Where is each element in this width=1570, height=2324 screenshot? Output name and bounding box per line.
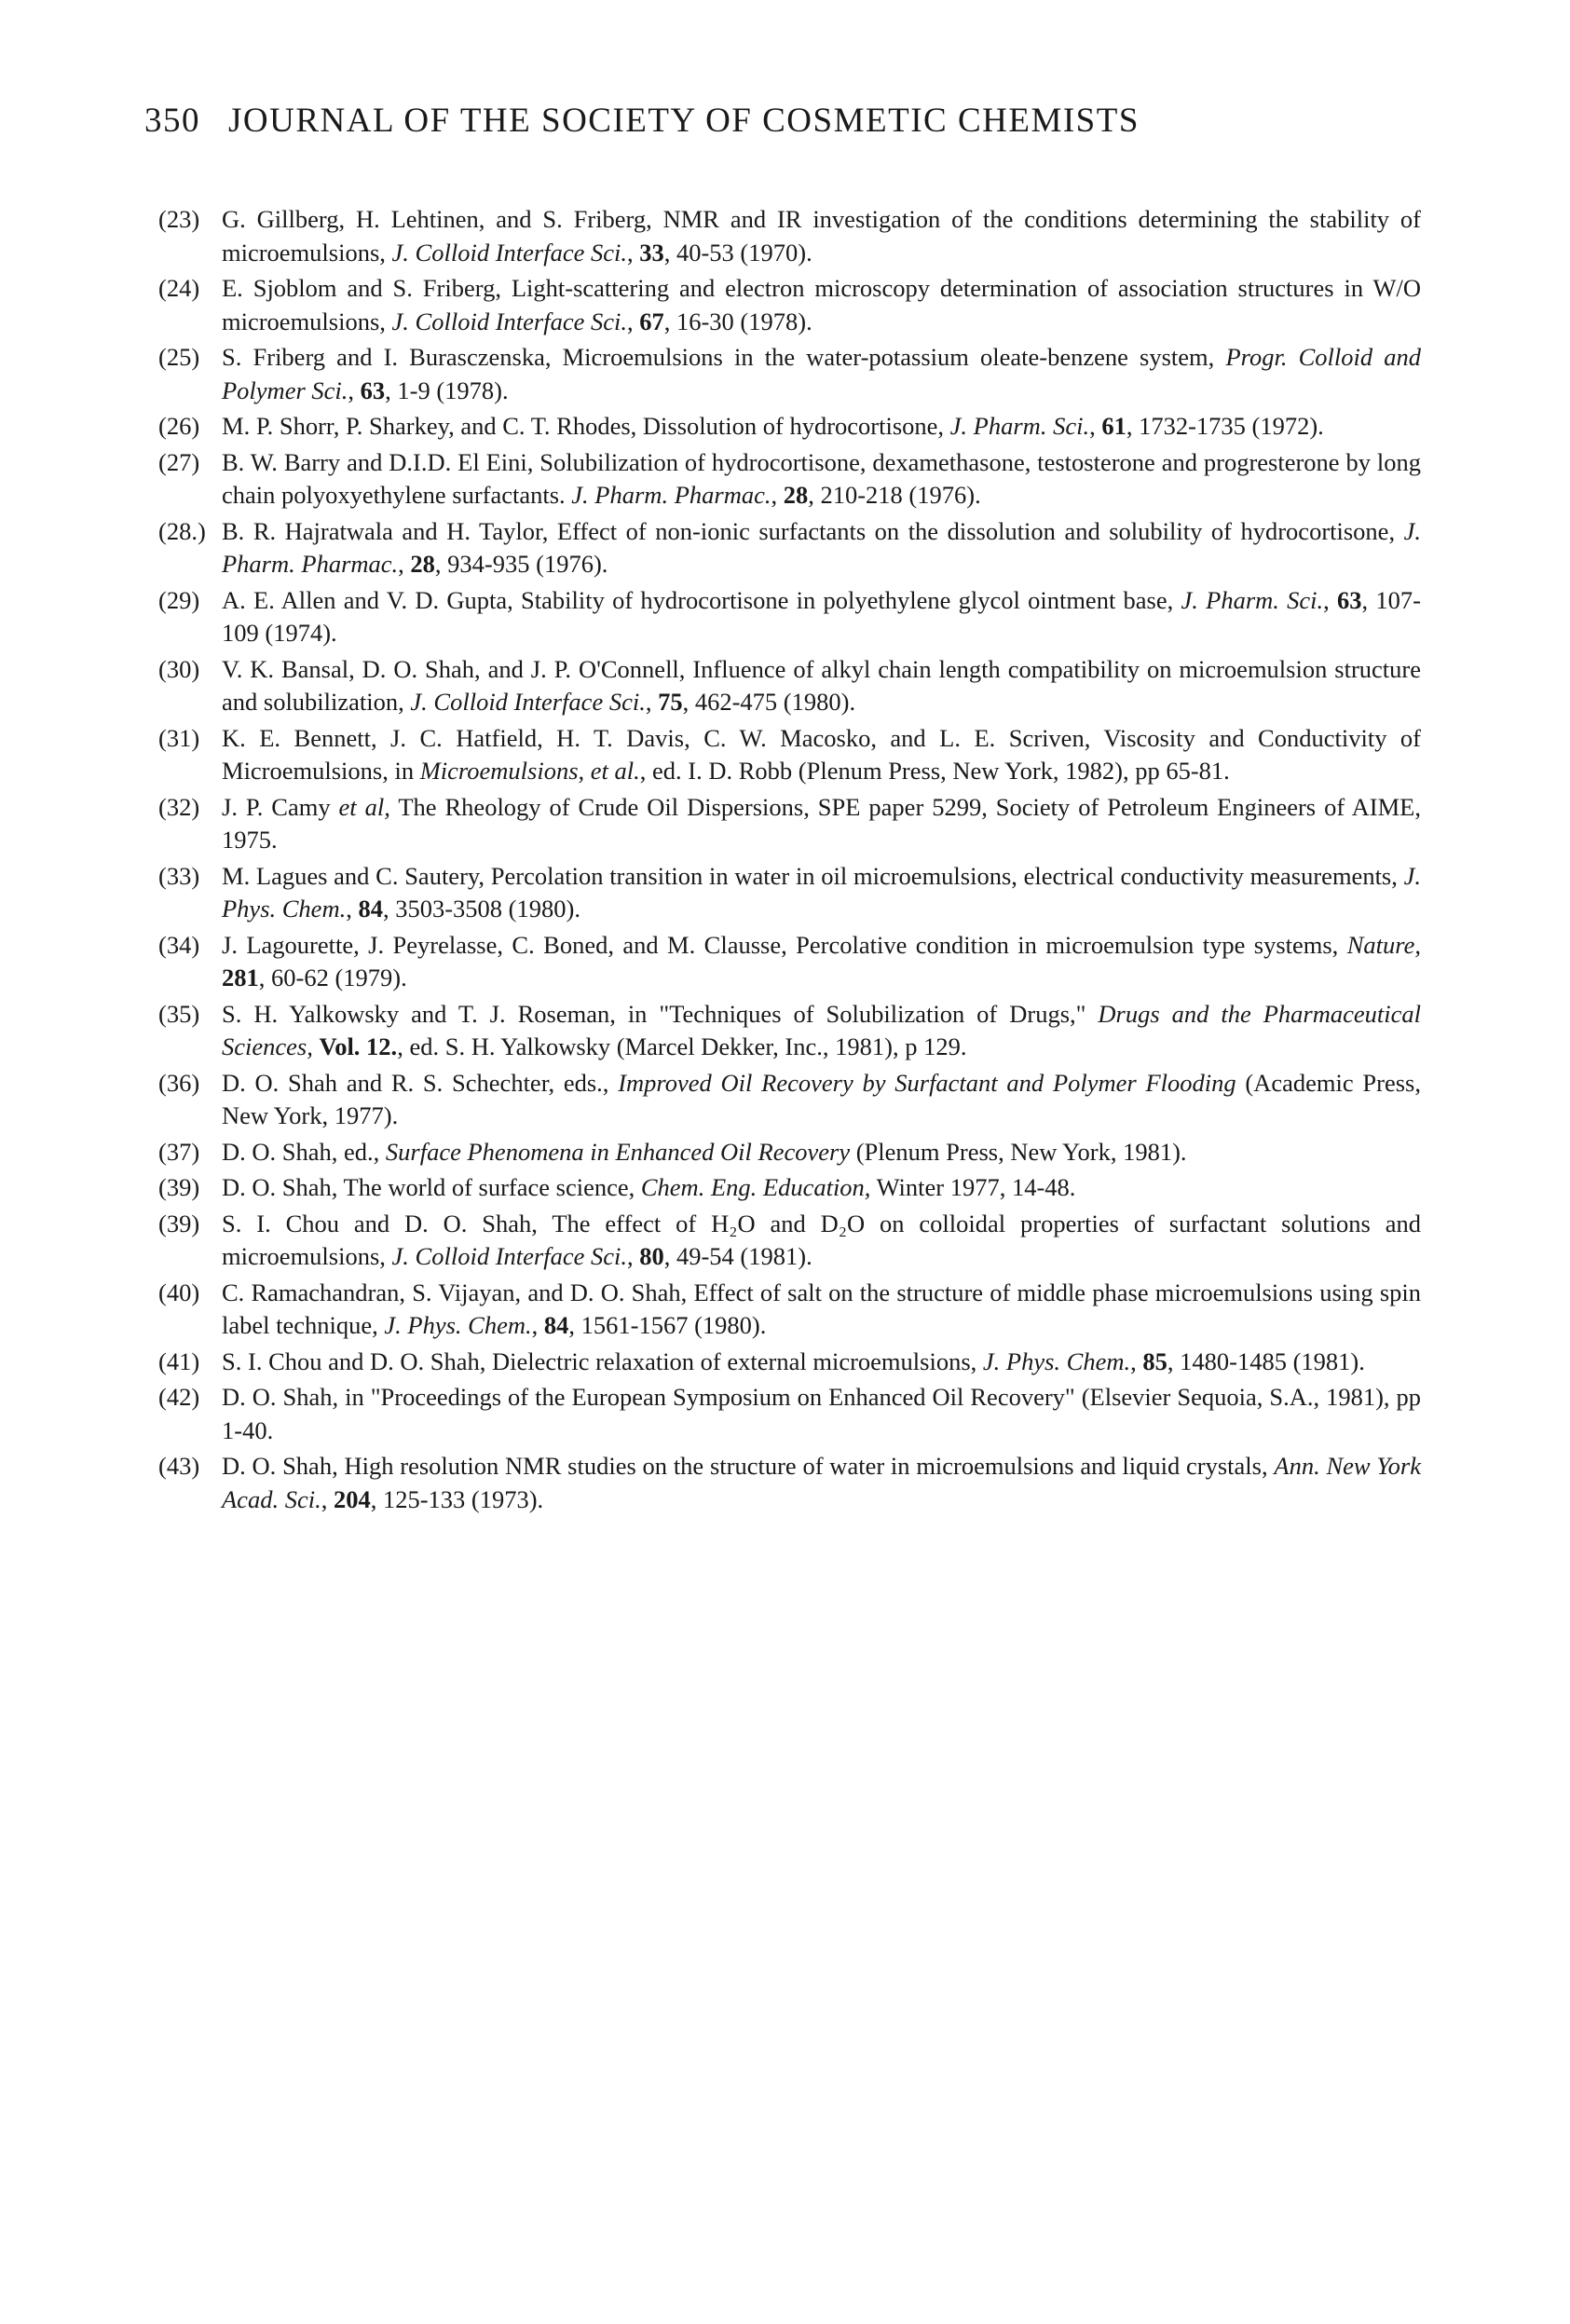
reference-text: , 1561-1567 (1980). xyxy=(568,1311,767,1339)
reference-text: C. Ramachandran, S. Vijayan, and D. O. Shah, Effect of salt on the structure of middle phase microemulsions using spin label technique, xyxy=(222,1278,1421,1339)
reference-text: , xyxy=(531,1311,544,1339)
reference-number: (32) xyxy=(158,792,200,821)
reference-item xyxy=(158,1450,1421,1516)
reference-volume: 84 xyxy=(358,895,383,923)
reference-number: (43) xyxy=(158,1452,200,1480)
reference-text: , 1-9 (1978). xyxy=(385,376,509,404)
reference-source: et al, xyxy=(338,792,390,821)
reference-text: D. O. Shah, in "Proceedings of the European Symposium on Enhanced Oil Recovery" (Elsevier Sequoia, S.A., 1981), pp 1-40. xyxy=(222,1383,1421,1444)
reference-text: The Rheology of Crude Oil Dispersions, SPE paper 5299, Society of Petroleum Engineers of AIME, 1975. xyxy=(222,792,1421,854)
reference-number: (25) xyxy=(158,343,200,371)
reference-text: , 934-935 (1976). xyxy=(434,550,608,578)
reference-text: , xyxy=(398,550,411,578)
reference-text: D. O. Shah, The world of surface science, xyxy=(222,1173,641,1201)
reference-item xyxy=(158,410,1421,444)
reference-text: , 16-30 (1978). xyxy=(663,307,812,335)
reference-source: J. Pharm. Sci. xyxy=(949,412,1090,440)
reference-volume: 204 xyxy=(333,1484,371,1513)
reference-item xyxy=(158,1381,1421,1447)
reference-text: , 1732-1735 (1972). xyxy=(1126,412,1324,440)
reference-source: J. Phys. Chem. xyxy=(222,861,1421,923)
reference-text: (Academic Press, New York, 1977). xyxy=(222,1068,1421,1129)
reference-source: Surface Phenomena in Enhanced Oil Recovery xyxy=(385,1137,851,1166)
reference-text: B. R. Hajratwala and H. Taylor, Effect of non-ionic surfactants on the dissolution and solubility of hydrocortisone, xyxy=(222,516,1404,545)
running-head xyxy=(144,101,1393,141)
reference-volume: 75 xyxy=(658,688,683,716)
reference-text: , xyxy=(1323,585,1338,614)
reference-text: J. P. Camy xyxy=(222,792,339,821)
reference-source: Ann. New York Acad. Sci. xyxy=(222,1452,1421,1513)
reference-text: D. O. Shah and R. S. Schechter, eds., xyxy=(222,1068,619,1097)
reference-number: (35) xyxy=(158,999,200,1028)
page-number: 350 xyxy=(144,102,200,140)
reference-source: J. Pharm. Pharmac. xyxy=(571,481,771,509)
reference-item xyxy=(158,653,1421,719)
reference-number: (27) xyxy=(158,447,200,476)
reference-item xyxy=(158,1067,1421,1133)
reference-item xyxy=(158,929,1421,995)
reference-text: , xyxy=(346,895,359,923)
reference-item xyxy=(158,860,1421,926)
reference-number: (40) xyxy=(158,1278,200,1306)
reference-text: E. Sjoblom and S. Friberg, Light-scattering and electron microscopy determination of association structures in W/O microemulsions, xyxy=(222,274,1421,335)
reference-volume: 28 xyxy=(783,481,809,509)
reference-text: , xyxy=(1130,1347,1143,1375)
reference-text: , 49-54 (1981). xyxy=(663,1242,812,1270)
reference-item xyxy=(158,341,1421,407)
reference-text: S. Friberg and I. Burasczenska, Microemulsions in the water-potassium oleate-benzene system, xyxy=(222,343,1226,371)
reference-text: M. Lagues and C. Sautery, Percolation transition in water in oil microemulsions, electrical conductivity measurements, xyxy=(222,861,1404,890)
reference-item xyxy=(158,1136,1421,1169)
reference-text: , xyxy=(645,688,659,716)
reference-text: D. O. Shah, High resolution NMR studies on the structure of water in microemulsions and liquid crystals, xyxy=(222,1452,1275,1480)
reference-number: (33) xyxy=(158,861,200,890)
journal-title: JOURNAL OF THE SOCIETY OF COSMETIC CHEMISTS xyxy=(228,102,1140,140)
reference-source: J. Phys. Chem. xyxy=(384,1311,532,1339)
reference-volume: 33 xyxy=(639,238,664,267)
reference-volume: 80 xyxy=(639,1242,664,1270)
reference-number: (39) xyxy=(158,1173,200,1201)
reference-text: (Plenum Press, New York, 1981). xyxy=(850,1137,1187,1166)
reference-item xyxy=(158,446,1421,513)
reference-text: S. I. Chou and D. O. Shah, The effect of H₂O and D₂O on colloidal properties of surfactant solutions and microemulsions, xyxy=(222,1209,1421,1270)
reference-text: , xyxy=(1089,412,1102,440)
reference-text: A. E. Allen and V. D. Gupta, Stability of hydrocortisone in polyethylene glycol ointment base, xyxy=(222,585,1181,614)
reference-text: K. E. Bennett, J. C. Hatfield, H. T. Davis, C. W. Macosko, and L. E. Scriven, Viscosity and Conductivity of Microemulsions, in xyxy=(222,723,1421,785)
reference-text: V. K. Bansal, D. O. Shah, and J. P. O'Connell, Influence of alkyl chain length compatibility on microemulsion structure and solubilization, xyxy=(222,654,1421,716)
reference-number: (36) xyxy=(158,1068,200,1097)
reference-text: J. Lagourette, J. Peyrelasse, C. Boned, and M. Clausse, Percolative condition in microemulsion type systems, xyxy=(222,930,1347,959)
reference-text: , 107-109 (1974). xyxy=(222,585,1421,647)
reference-number: (34) xyxy=(158,930,200,959)
reference-volume: 63 xyxy=(1337,585,1362,614)
reference-source: Progr. Colloid and Polymer Sci. xyxy=(222,343,1421,404)
reference-item xyxy=(158,1171,1421,1205)
reference-number: (31) xyxy=(158,723,200,752)
reference-number: (29) xyxy=(158,585,200,614)
reference-text: , xyxy=(771,481,784,509)
reference-text: , 125-133 (1973). xyxy=(370,1484,544,1513)
reference-text: B. W. Barry and D.I.D. El Eini, Solubilization of hydrocortisone, dexamethasone, testosterone and progresterone by long chain polyoxyethylene surfactants. xyxy=(222,447,1421,509)
reference-item xyxy=(158,203,1421,269)
reference-item xyxy=(158,722,1421,788)
reference-number: (26) xyxy=(158,412,200,440)
reference-source: Nature, xyxy=(1346,930,1421,959)
reference-volume: 84 xyxy=(543,1311,569,1339)
reference-text: Winter 1977, 14-48. xyxy=(870,1173,1076,1201)
reference-text: , xyxy=(626,238,640,267)
reference-source: J. Colloid Interface Sci. xyxy=(391,238,627,267)
reference-number: (41) xyxy=(158,1347,200,1375)
reference-volume: 61 xyxy=(1101,412,1126,440)
reference-source: J. Colloid Interface Sci. xyxy=(410,688,646,716)
reference-text: S. I. Chou and D. O. Shah, Dielectric relaxation of external microemulsions, xyxy=(222,1347,983,1375)
reference-text: , xyxy=(626,1242,640,1270)
reference-number: (23) xyxy=(158,205,200,233)
reference-volume: 67 xyxy=(639,307,664,335)
reference-item xyxy=(158,1277,1421,1343)
reference-number: (24) xyxy=(158,274,200,302)
reference-item xyxy=(158,1208,1421,1274)
reference-volume: 281 xyxy=(222,964,259,991)
reference-source: J. Colloid Interface Sci. xyxy=(391,1242,627,1270)
reference-text: , xyxy=(348,376,361,404)
reference-source: J. Pharm. Pharmac. xyxy=(222,516,1421,578)
reference-source: Microemulsions, et al. xyxy=(419,757,640,785)
reference-text: S. H. Yalkowsky and T. J. Roseman, in "Techniques of Solubilization of Drugs," xyxy=(222,999,1099,1028)
reference-text: , ed. I. D. Robb (Plenum Press, New York, 1982), pp 65-81. xyxy=(639,757,1230,785)
reference-text: , 210-218 (1976). xyxy=(808,481,981,509)
reference-item xyxy=(158,515,1421,581)
reference-text: , 462-475 (1980). xyxy=(682,688,856,716)
reference-volume: Vol. 12. xyxy=(319,1032,398,1060)
reference-volume: 63 xyxy=(360,376,386,404)
reference-source: J. Colloid Interface Sci. xyxy=(391,307,627,335)
reference-text: G. Gillberg, H. Lehtinen, and S. Friberg, NMR and IR investigation of the conditions determining the stability of microemulsions, xyxy=(222,205,1421,267)
reference-text: M. P. Shorr, P. Sharkey, and C. T. Rhodes, Dissolution of hydrocortisone, xyxy=(222,412,950,440)
reference-number: (37) xyxy=(158,1137,200,1166)
reference-volume: 28 xyxy=(410,550,435,578)
reference-item xyxy=(158,272,1421,338)
reference-source: Chem. Eng. Education, xyxy=(640,1173,871,1201)
reference-source: J. Pharm. Sci. xyxy=(1181,585,1324,614)
reference-item xyxy=(158,791,1421,857)
reference-source: Improved Oil Recovery by Surfactant and Polymer Flooding xyxy=(618,1068,1236,1097)
reference-text: , ed. S. H. Yalkowsky (Marcel Dekker, Inc., 1981), p 129. xyxy=(397,1032,967,1060)
reference-list xyxy=(158,203,1421,1519)
reference-item xyxy=(158,1346,1421,1379)
reference-text: , xyxy=(321,1484,334,1513)
reference-number: (30) xyxy=(158,654,200,683)
reference-source: Drugs and the Pharmaceutical Sciences, xyxy=(222,999,1421,1060)
reference-text: , 40-53 (1970). xyxy=(663,238,812,267)
reference-number: (39) xyxy=(158,1209,200,1237)
reference-text: , 1480-1485 (1981). xyxy=(1167,1347,1365,1375)
reference-text: , 3503-3508 (1980). xyxy=(382,895,580,923)
reference-volume: 85 xyxy=(1142,1347,1167,1375)
reference-text: , xyxy=(626,307,640,335)
reference-number: (28.) xyxy=(158,516,206,545)
reference-text: D. O. Shah, ed., xyxy=(222,1137,386,1166)
reference-item xyxy=(158,998,1421,1064)
reference-number: (42) xyxy=(158,1383,200,1411)
reference-source: J. Phys. Chem. xyxy=(982,1347,1131,1375)
reference-text: , 60-62 (1979). xyxy=(258,964,407,991)
reference-item xyxy=(158,584,1421,650)
